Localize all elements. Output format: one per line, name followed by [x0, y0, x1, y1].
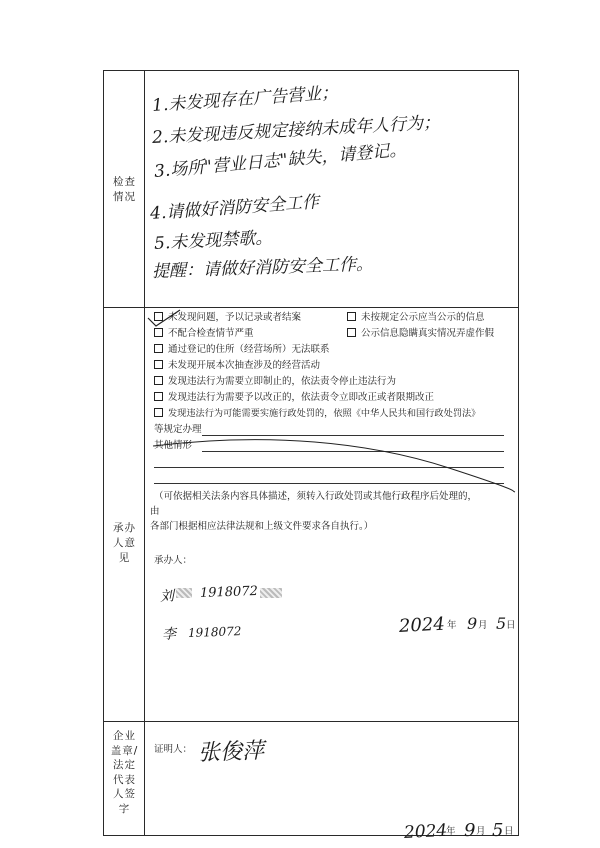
- redaction-block: [260, 588, 282, 598]
- opinion-date-month-unit: 月: [478, 620, 488, 631]
- inspection-line-1: 1.未发现存在广告营业；: [151, 83, 339, 116]
- handle-per-regulation: 等规定办理: [154, 424, 202, 435]
- inspection-label-cell: [104, 71, 145, 307]
- inspection-line-4: 4.请做好消防安全工作: [149, 192, 320, 224]
- enterprise-date-year-unit: 年: [446, 826, 456, 837]
- option-false-info[interactable]: [347, 328, 494, 340]
- option-not-publicized-label: 未按规定公示应当公示的信息: [361, 312, 485, 323]
- witness-signature: 张俊萍: [197, 738, 265, 766]
- opinion-date-month: 9: [467, 614, 478, 633]
- handler-2-signature: 李: [161, 626, 177, 643]
- option-no-problem-label: 未发现问题，予以记录或者结案: [168, 312, 302, 323]
- option-cannot-contact[interactable]: [154, 344, 330, 356]
- option-administrative-penalty[interactable]: [154, 408, 480, 420]
- enterprise-section: [104, 722, 518, 843]
- handler-1-signature: 刘: [159, 588, 175, 605]
- opinion-date-day-unit: 日: [506, 620, 516, 631]
- checkbox-icon[interactable]: [154, 376, 163, 385]
- enterprise-label-cell: [104, 722, 145, 835]
- inspection-section: [104, 71, 518, 308]
- checkbox-icon[interactable]: [154, 360, 163, 369]
- checkbox-icon[interactable]: [154, 392, 163, 401]
- handler-1-phone: 1918072: [199, 583, 259, 601]
- checkbox-icon[interactable]: [154, 312, 163, 321]
- opinion-date-year-unit: 年: [447, 620, 457, 631]
- enterprise-label: 企业 盖章/ 法定 代表 人签 字: [110, 730, 139, 815]
- option-no-activity[interactable]: [154, 360, 320, 372]
- checkbox-icon[interactable]: [154, 328, 163, 337]
- option-stop-violation-label: 发现违法行为需要立即制止的，依法责令停止违法行为: [168, 376, 397, 387]
- opinion-label: 承办 人意 见: [113, 522, 136, 564]
- handler-label: 承办人：: [154, 555, 193, 566]
- note-line-2: 由: [150, 506, 160, 517]
- handle-line: [202, 435, 504, 436]
- note-line-1: （可依据相关法条内容具体描述，须转入行政处罚或其他行政程序后处理的，: [154, 491, 478, 502]
- option-cannot-contact-label: 通过登记的住所（经营场所）无法联系: [168, 344, 330, 355]
- enterprise-date-month-unit: 月: [476, 826, 486, 837]
- option-not-publicized[interactable]: [347, 312, 485, 324]
- enterprise-date-year: 2024: [403, 820, 448, 843]
- note-line-3: 各部门根据相应法律法规和上级文件要求各自执行。）: [150, 521, 374, 532]
- inspection-line-6: 提醒：请做好消防安全工作。: [151, 254, 374, 282]
- inspection-line-3: 3.场所"营业日志"缺失，请登记。: [153, 139, 407, 182]
- inspection-form-table: [103, 70, 519, 843]
- opinion-label-cell: [104, 308, 145, 721]
- opinion-section: [104, 308, 518, 722]
- opinion-date-year: 2024: [398, 613, 446, 637]
- handler-2-phone: 1918072: [187, 624, 242, 640]
- option-stop-violation[interactable]: [154, 376, 396, 388]
- inspection-label: 检查 情况: [113, 176, 136, 203]
- option-non-cooperation-label: 不配合检查情节严重: [168, 328, 254, 339]
- inspection-line-2: 2.未发现违反规定接纳未成年人行为；: [151, 112, 441, 148]
- option-false-info-label: 公示信息隐瞒真实情况弄虚作假: [361, 328, 495, 339]
- checkbox-icon[interactable]: [347, 312, 356, 321]
- inspection-line-5: 5.未发现禁歌。: [153, 227, 273, 254]
- checkbox-icon[interactable]: [347, 328, 356, 337]
- redaction-block: [176, 588, 192, 598]
- enterprise-date-day: 5: [492, 820, 504, 841]
- option-administrative-penalty-label: 发现违法行为可能需要实施行政处罚的，依照《中华人民共和国行政处罚法》: [168, 408, 481, 419]
- option-no-problem[interactable]: [154, 312, 301, 324]
- witness-label: 证明人：: [154, 744, 193, 755]
- opinion-date-day: 5: [496, 614, 507, 633]
- option-non-cooperation[interactable]: [154, 328, 254, 340]
- option-no-activity-label: 未发现开展本次抽查涉及的经营活动: [168, 360, 321, 371]
- strike-through-line: [149, 438, 519, 498]
- checkbox-icon[interactable]: [154, 344, 163, 353]
- enterprise-date-day-unit: 日: [504, 826, 514, 837]
- option-correct-violation-label: 发现违法行为需要予以改正的，依法责令立即改正或者限期改正: [168, 392, 435, 403]
- option-correct-violation[interactable]: [154, 392, 434, 404]
- enterprise-date-month: 9: [464, 820, 476, 841]
- checkbox-icon[interactable]: [154, 408, 163, 417]
- other-situation-label: 其他情形: [154, 440, 193, 451]
